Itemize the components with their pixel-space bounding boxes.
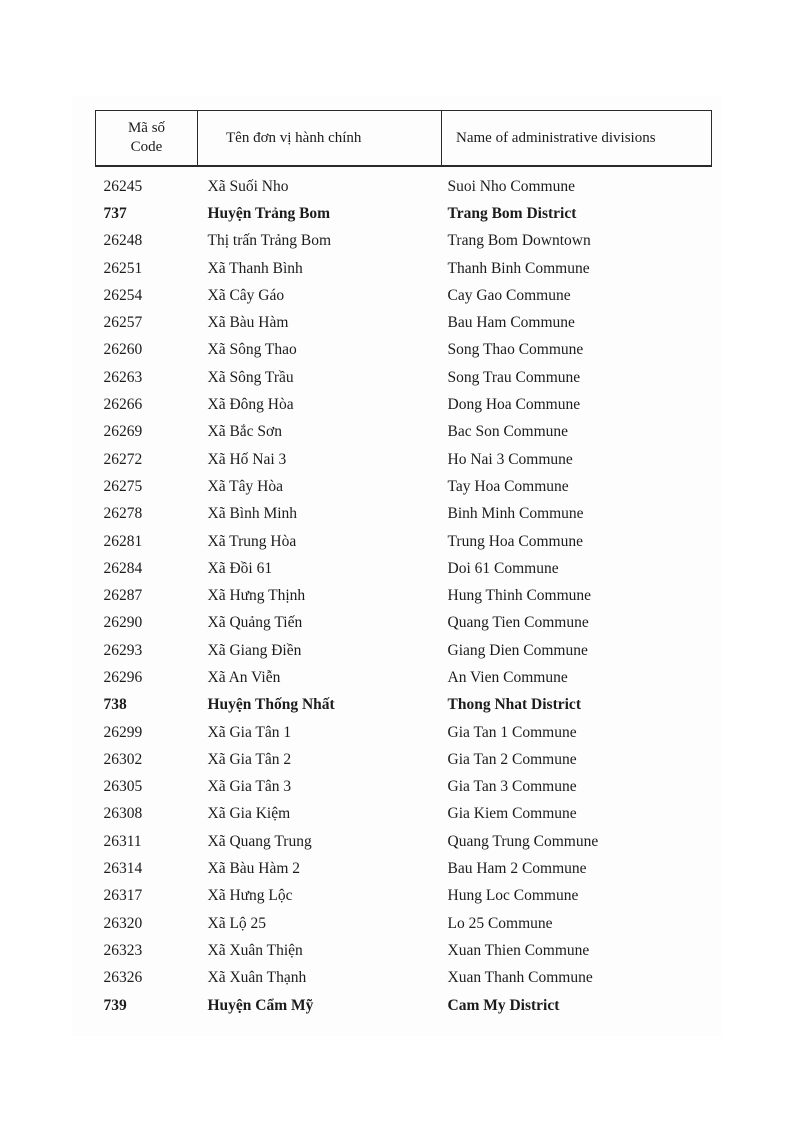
vn-name-cell: Xã Gia Tân 1 (207, 723, 292, 741)
vn-name-cell: Xã Cây Gáo (207, 286, 285, 304)
vn-name-cell: Xã An Viễn (207, 668, 281, 686)
vn-name-cell: Huyện Cẩm Mỹ (207, 996, 314, 1014)
en-name-cell: Gia Kiem Commune (447, 805, 577, 823)
commune-row (96, 255, 712, 282)
vn-name-cell: Xã Hưng Thịnh (207, 587, 306, 605)
vn-name-cell: Xã Xuân Thạnh (207, 969, 307, 987)
table-header (96, 111, 712, 167)
code-cell: 26278 (103, 505, 143, 523)
code-cell: 26308 (103, 805, 143, 823)
code-column-header (96, 111, 198, 167)
commune-row (96, 528, 712, 555)
code-cell: 26299 (103, 723, 143, 741)
commune-row (96, 801, 712, 828)
en-name-cell: Thanh Binh Commune (447, 259, 590, 277)
vn-name-cell: Xã Quang Trung (207, 832, 312, 850)
district-row (96, 692, 712, 719)
table-body (96, 166, 712, 1019)
en-name-cell: Quang Tien Commune (447, 614, 589, 632)
vn-name-cell: Xã Bắc Sơn (207, 423, 282, 441)
code-cell: 26302 (103, 750, 143, 768)
commune-row (96, 501, 712, 528)
vn-name-cell: Xã Hưng Lộc (207, 887, 293, 905)
en-name-cell: Hung Loc Commune (447, 887, 579, 905)
en-name-cell: Bau Ham 2 Commune (447, 860, 587, 878)
commune-row (96, 473, 712, 500)
commune-row (96, 337, 712, 364)
commune-row (96, 555, 712, 582)
en-name-cell: Cay Gao Commune (447, 286, 571, 304)
vn-name-cell: Xã Giang Điền (207, 641, 302, 659)
code-cell: 26323 (103, 941, 143, 959)
vn-name-cell: Xã Trung Hòa (207, 532, 297, 550)
code-cell: 26275 (103, 477, 143, 495)
commune-row (96, 910, 712, 937)
commune-row (96, 419, 712, 446)
code-cell: 738 (103, 696, 127, 714)
commune-row (96, 228, 712, 255)
vn-name-cell: Xã Sông Thao (207, 341, 297, 359)
code-cell: 26293 (103, 641, 143, 659)
vn-name-column-header: Tên đơn vị hành chính (198, 111, 442, 167)
vn-name-cell: Xã Xuân Thiện (207, 941, 303, 959)
administrative-divisions-table (95, 110, 712, 1019)
en-name-cell: Xuan Thanh Commune (447, 969, 593, 987)
code-cell: 26314 (103, 860, 143, 878)
code-cell: 26251 (103, 259, 143, 277)
en-name-cell: Song Trau Commune (447, 368, 581, 386)
code-cell: 26317 (103, 887, 143, 905)
en-name-cell: Xuan Thien Commune (447, 941, 590, 959)
en-name-cell: Quang Trung Commune (447, 832, 599, 850)
en-name-cell: Ho Nai 3 Commune (447, 450, 573, 468)
commune-row (96, 883, 712, 910)
en-name-cell: Bac Son Commune (447, 423, 569, 441)
commune-row (96, 446, 712, 473)
en-name-cell: Dong Hoa Commune (447, 396, 581, 414)
en-name-cell: Gia Tan 2 Commune (447, 750, 577, 768)
code-cell: 26284 (103, 559, 143, 577)
en-name-cell: Lo 25 Commune (447, 914, 553, 932)
code-cell: 26254 (103, 286, 143, 304)
en-name-cell: Giang Dien Commune (447, 641, 588, 659)
en-name-cell: Trang Bom Downtown (447, 232, 591, 250)
commune-row (96, 664, 712, 691)
code-header-line1: Mã số (127, 120, 166, 136)
en-name-cell: Gia Tan 3 Commune (447, 778, 577, 796)
vn-name-cell: Xã Tây Hòa (207, 477, 283, 495)
commune-row (96, 282, 712, 309)
vn-name-cell: Xã Suối Nho (207, 177, 289, 195)
code-cell: 26326 (103, 969, 143, 987)
commune-row (96, 937, 712, 964)
commune-row (96, 774, 712, 801)
code-cell: 26257 (103, 314, 143, 332)
commune-row (96, 582, 712, 609)
code-cell: 26260 (103, 341, 143, 359)
vn-name-cell: Xã Bàu Hàm (207, 314, 289, 332)
en-name-cell: Trung Hoa Commune (447, 532, 583, 550)
en-name-cell: Trang Bom District (447, 204, 577, 222)
vn-name-cell: Xã Bàu Hàm 2 (207, 860, 301, 878)
commune-row (96, 719, 712, 746)
district-row (96, 992, 712, 1019)
code-cell: 26296 (103, 668, 143, 686)
commune-row (96, 391, 712, 418)
vn-name-cell: Thị trấn Trảng Bom (207, 232, 332, 250)
vn-name-cell: Huyện Thống Nhất (207, 696, 335, 714)
code-cell: 26272 (103, 450, 143, 468)
code-cell: 26311 (103, 832, 142, 850)
code-cell: 739 (103, 996, 127, 1014)
commune-row (96, 637, 712, 664)
commune-row (96, 166, 712, 200)
en-name-cell: Cam My District (447, 996, 560, 1014)
en-name-cell: Bau Ham Commune (447, 314, 575, 332)
commune-row (96, 965, 712, 992)
code-cell: 26287 (103, 587, 143, 605)
code-cell: 26248 (103, 232, 143, 250)
code-cell: 26245 (103, 177, 143, 195)
code-cell: 737 (103, 204, 127, 222)
en-name-column-header: Name of administrative divisions (442, 111, 712, 167)
code-header-line2: Code (130, 139, 163, 155)
vn-name-cell: Xã Thanh Bình (207, 259, 303, 277)
code-cell: 26266 (103, 396, 143, 414)
en-name-cell: Song Thao Commune (447, 341, 584, 359)
vn-name-cell: Xã Gia Tân 2 (207, 750, 292, 768)
vn-name-cell: Huyện Trảng Bom (207, 204, 331, 222)
commune-row (96, 610, 712, 637)
code-cell: 26320 (103, 914, 143, 932)
vn-name-cell: Xã Gia Kiệm (207, 805, 291, 823)
commune-row (96, 828, 712, 855)
en-name-cell: Gia Tan 1 Commune (447, 723, 577, 741)
vn-name-cell: Xã Quảng Tiến (207, 614, 303, 632)
code-cell: 26305 (103, 778, 143, 796)
code-cell: 26269 (103, 423, 143, 441)
vn-name-cell: Xã Đồi 61 (207, 559, 273, 577)
en-name-cell: An Vien Commune (447, 668, 568, 686)
en-name-cell: Binh Minh Commune (447, 505, 584, 523)
code-cell: 26281 (103, 532, 143, 550)
vn-name-cell: Xã Hố Nai 3 (207, 450, 287, 468)
en-name-cell: Tay Hoa Commune (447, 477, 569, 495)
vn-name-cell: Xã Gia Tân 3 (207, 778, 292, 796)
district-row (96, 200, 712, 227)
commune-row (96, 364, 712, 391)
en-name-cell: Hung Thinh Commune (447, 587, 592, 605)
en-name-cell: Thong Nhat District (447, 696, 581, 714)
en-name-cell: Doi 61 Commune (447, 559, 559, 577)
vn-name-cell: Xã Bình Minh (207, 505, 298, 523)
vn-name-cell: Xã Sông Trầu (207, 368, 294, 386)
commune-row (96, 746, 712, 773)
commune-row (96, 855, 712, 882)
en-name-cell: Suoi Nho Commune (447, 177, 575, 195)
vn-name-cell: Xã Đông Hòa (207, 396, 294, 414)
vn-name-cell: Xã Lộ 25 (207, 914, 267, 932)
code-cell: 26290 (103, 614, 143, 632)
commune-row (96, 309, 712, 336)
code-cell: 26263 (103, 368, 143, 386)
